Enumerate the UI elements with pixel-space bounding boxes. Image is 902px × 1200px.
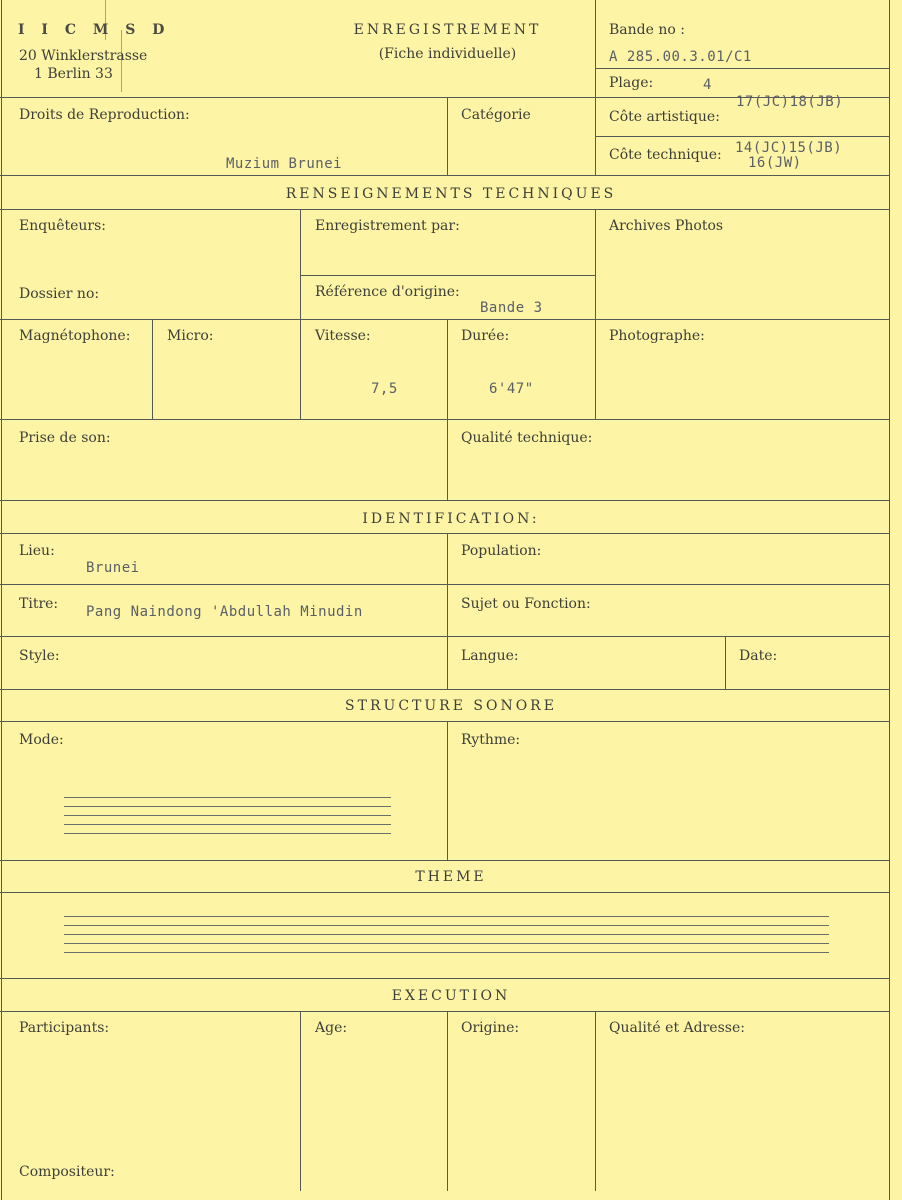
sujet-label: Sujet ou Fonction: bbox=[461, 596, 591, 612]
enregistrement-underline bbox=[300, 275, 595, 276]
tech-header-line bbox=[0, 209, 890, 210]
cote-technique-value-2[interactable]: 16(JW) bbox=[748, 155, 802, 171]
dossier-label: Dossier no: bbox=[19, 286, 100, 302]
bande-label: Bande no : bbox=[609, 22, 685, 38]
exec-divider-2 bbox=[447, 1011, 448, 1191]
ident-bottom-line bbox=[0, 689, 890, 690]
enregistrement-par-label: Enregistrement par: bbox=[315, 218, 460, 234]
form-subtitle: (Fiche individuelle) bbox=[378, 46, 517, 62]
cote-technique-value-1[interactable]: 14(JC)15(JB) bbox=[735, 140, 843, 156]
section-identification: IDENTIFICATION: bbox=[362, 511, 540, 527]
theme-staff-line bbox=[64, 934, 829, 935]
vitesse-label: Vitesse: bbox=[315, 328, 371, 344]
titre-value[interactable]: Pang Naindong 'Abdullah Minudin bbox=[86, 604, 363, 620]
rights-divider-1 bbox=[447, 97, 448, 175]
population-label: Population: bbox=[461, 543, 542, 559]
ident-row-line-2 bbox=[0, 636, 890, 637]
plage-value[interactable]: 4 bbox=[703, 77, 712, 93]
bande-underline bbox=[595, 68, 890, 69]
header-divider bbox=[595, 0, 596, 97]
staff-line bbox=[64, 806, 391, 807]
left-border bbox=[1, 0, 2, 1200]
institution-logo: I I C M S D bbox=[18, 22, 171, 38]
mode-label: Mode: bbox=[19, 732, 64, 748]
staff-line bbox=[64, 815, 391, 816]
form-title: ENREGISTREMENT bbox=[353, 22, 542, 38]
theme-header-line bbox=[0, 892, 890, 893]
prise-de-son-label: Prise de son: bbox=[19, 430, 111, 446]
droits-value[interactable]: Muzium Brunei bbox=[226, 156, 343, 172]
vitesse-value[interactable]: 7,5 bbox=[371, 381, 398, 397]
tech-divider-2 bbox=[595, 209, 596, 419]
ident-row-line-1 bbox=[0, 584, 890, 585]
exec-divider-1 bbox=[300, 1011, 301, 1191]
structure-bottom-line bbox=[0, 860, 890, 861]
vitesse-divider bbox=[447, 319, 448, 419]
section-execution: EXECUTION bbox=[391, 988, 511, 1004]
exec-divider-3 bbox=[595, 1011, 596, 1191]
magneto-divider bbox=[152, 319, 153, 419]
participants-label: Participants: bbox=[19, 1020, 110, 1036]
theme-staff-line bbox=[64, 916, 829, 917]
tech-row-line-1 bbox=[0, 319, 890, 320]
ident-divider bbox=[447, 533, 448, 689]
theme-staff-line bbox=[64, 943, 829, 944]
tech-bottom-line bbox=[0, 500, 890, 501]
structure-header-line bbox=[0, 721, 890, 722]
staff-line bbox=[64, 833, 391, 834]
theme-staff-line bbox=[64, 952, 829, 953]
style-label: Style: bbox=[19, 648, 60, 664]
micro-label: Micro: bbox=[167, 328, 214, 344]
compositeur-label: Compositeur: bbox=[19, 1164, 115, 1180]
theme-staff-line bbox=[64, 925, 829, 926]
execution-header-line bbox=[0, 1011, 890, 1012]
cote-divider bbox=[595, 136, 890, 137]
archives-photos-label: Archives Photos bbox=[609, 218, 724, 234]
section-renseignements: RENSEIGNEMENTS TECHNIQUES bbox=[285, 186, 617, 202]
tech-divider-1 bbox=[300, 209, 301, 419]
reference-label: Référence d'origine: bbox=[315, 284, 460, 300]
rights-bottom-line bbox=[0, 175, 890, 176]
address-line-2: 1 Berlin 33 bbox=[34, 66, 113, 82]
prise-divider bbox=[447, 419, 448, 500]
lieu-value[interactable]: Brunei bbox=[86, 560, 140, 576]
staff-line bbox=[64, 797, 391, 798]
droits-label: Droits de Reproduction: bbox=[19, 107, 190, 123]
cote-artistique-value[interactable]: 17(JC)18(JB) bbox=[736, 94, 844, 110]
theme-bottom-line bbox=[0, 978, 890, 979]
date-divider bbox=[725, 636, 726, 689]
cote-technique-label: Côte technique: bbox=[609, 147, 722, 163]
origine-label: Origine: bbox=[461, 1020, 520, 1036]
date-label: Date: bbox=[739, 648, 778, 664]
photographe-label: Photographe: bbox=[609, 328, 705, 344]
right-border bbox=[889, 0, 890, 1200]
staff-line bbox=[64, 824, 391, 825]
plage-label: Plage: bbox=[609, 75, 654, 91]
magnetophone-label: Magnétophone: bbox=[19, 328, 131, 344]
tech-row-line-2 bbox=[0, 419, 890, 420]
categorie-label: Catégorie bbox=[461, 107, 531, 123]
section-structure-sonore: STRUCTURE SONORE bbox=[345, 698, 557, 714]
structure-divider bbox=[447, 721, 448, 860]
rythme-label: Rythme: bbox=[461, 732, 521, 748]
qualite-technique-label: Qualité technique: bbox=[461, 430, 593, 446]
cote-artistique-label: Côte artistique: bbox=[609, 109, 720, 125]
langue-label: Langue: bbox=[461, 648, 519, 664]
qualite-adresse-label: Qualité et Adresse: bbox=[609, 1020, 745, 1036]
ident-header-line bbox=[0, 533, 890, 534]
lieu-label: Lieu: bbox=[19, 543, 55, 559]
enqueteurs-label: Enquêteurs: bbox=[19, 218, 107, 234]
duree-label: Durée: bbox=[461, 328, 510, 344]
section-theme: THEME bbox=[415, 869, 487, 885]
address-line-1: 20 Winklerstrasse bbox=[19, 48, 148, 64]
bande-value[interactable]: A 285.00.3.01/C1 bbox=[609, 49, 752, 65]
titre-label: Titre: bbox=[19, 596, 59, 612]
reference-value[interactable]: Bande 3 bbox=[480, 300, 543, 316]
duree-value[interactable]: 6'47" bbox=[489, 381, 534, 397]
age-label: Age: bbox=[315, 1020, 348, 1036]
